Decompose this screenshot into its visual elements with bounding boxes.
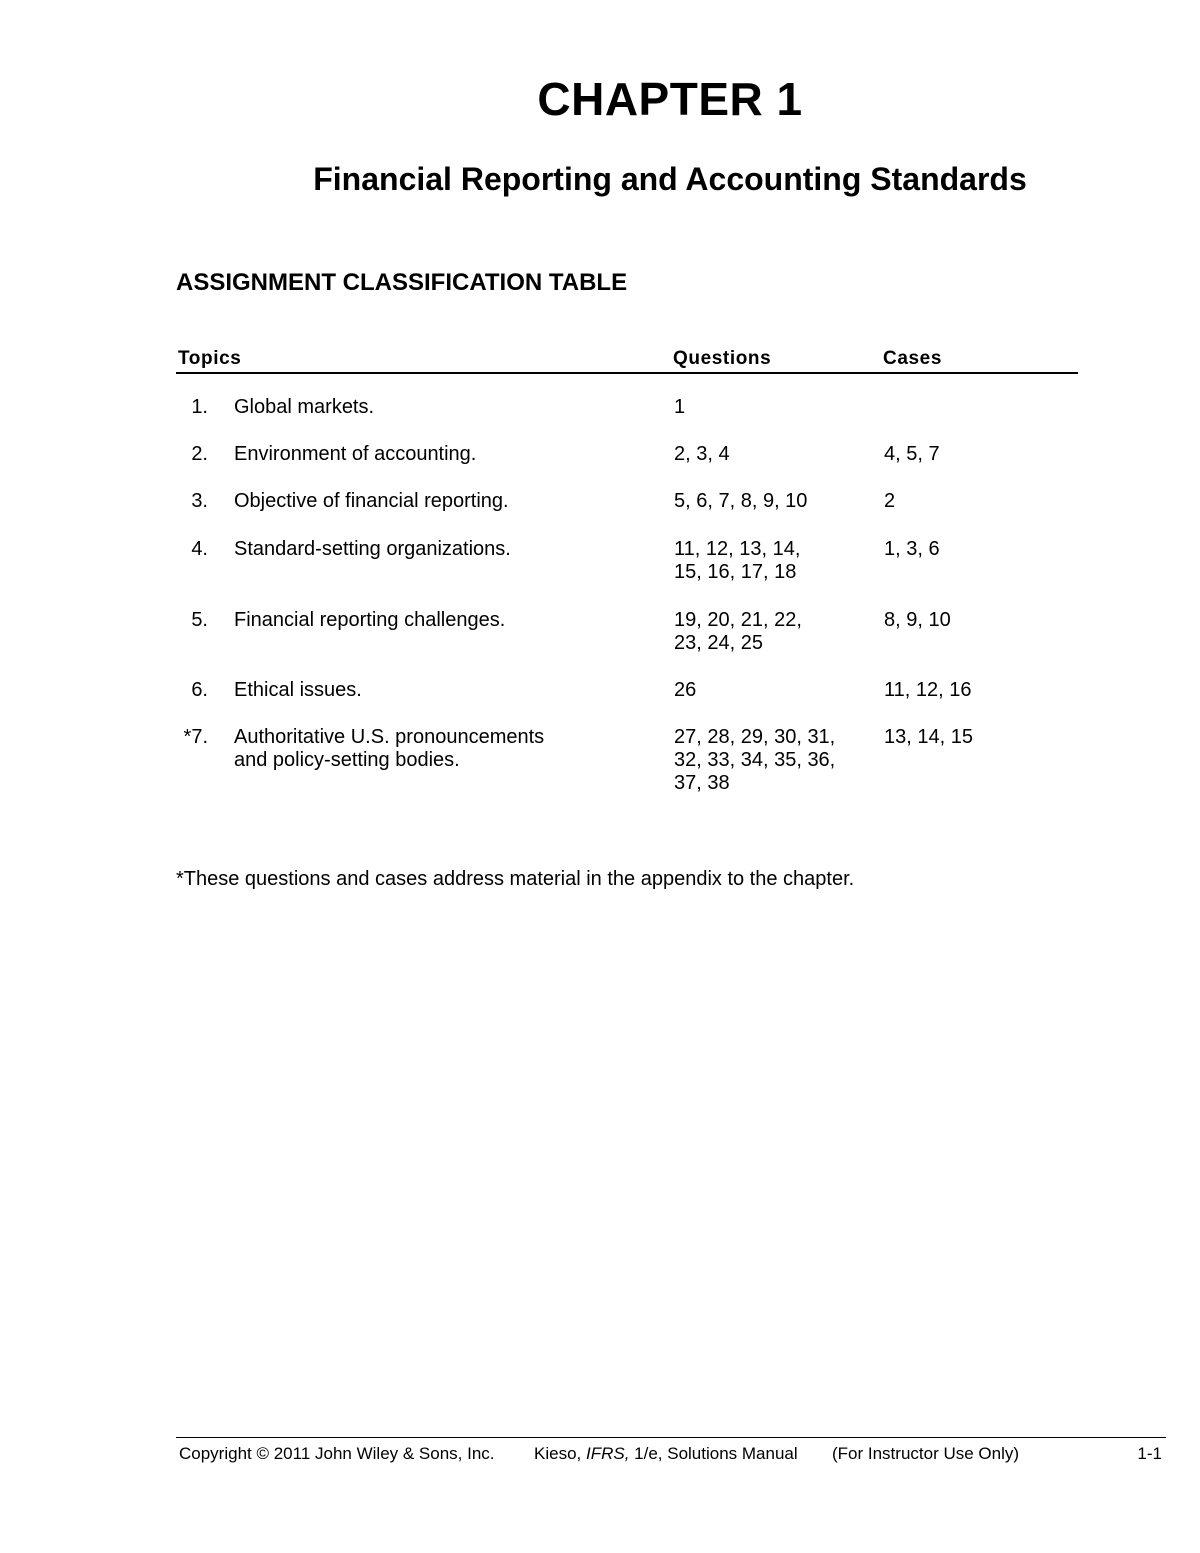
row-questions: 11, 12, 13, 14, 15, 16, 17, 18	[674, 538, 801, 583]
header-questions: Questions	[673, 348, 772, 369]
table-header	[176, 346, 1078, 374]
footnote: *These questions and cases address material in the appendix to the chapter.	[176, 868, 855, 890]
row-topic: Standard-setting organizations.	[234, 538, 511, 560]
row-number: *7.	[183, 726, 208, 748]
section-heading: ASSIGNMENT CLASSIFICATION TABLE	[176, 269, 628, 296]
row-cases: 1, 3, 6	[884, 538, 940, 560]
row-topic: Ethical issues.	[234, 679, 362, 701]
row-topic: Environment of accounting.	[234, 443, 477, 465]
footer-book-title: IFRS,	[585, 1444, 630, 1463]
row-cases: 13, 14, 15	[884, 726, 973, 748]
footer-usage: (For Instructor Use Only)	[832, 1444, 1020, 1463]
footer-page-number: 1-1	[1137, 1444, 1162, 1463]
row-number: 2.	[191, 443, 208, 465]
chapter-subtitle: Financial Reporting and Accounting Standards	[313, 161, 1027, 197]
row-topic: Financial reporting challenges.	[234, 609, 506, 631]
row-topic: Global markets.	[234, 396, 375, 418]
row-questions: 27, 28, 29, 30, 31, 32, 33, 34, 35, 36, 37, 38	[674, 726, 836, 794]
footer-copyright: Copyright © 2011 John Wiley & Sons, Inc.	[179, 1444, 495, 1463]
page-footer	[176, 1437, 1166, 1470]
row-number: 3.	[191, 490, 208, 512]
footer-book	[534, 1444, 798, 1464]
row-number: 6.	[191, 679, 208, 701]
row-number: 4.	[191, 538, 208, 560]
row-questions: 1	[674, 396, 686, 418]
row-cases: 2	[884, 490, 896, 512]
header-cases: Cases	[883, 348, 942, 369]
row-cases: 8, 9, 10	[884, 609, 951, 631]
row-questions: 26	[674, 679, 697, 701]
chapter-title: CHAPTER 1	[537, 73, 803, 125]
row-topic: Objective of financial reporting.	[234, 490, 509, 512]
row-questions: 19, 20, 21, 22, 23, 24, 25	[674, 609, 802, 654]
row-questions: 5, 6, 7, 8, 9, 10	[674, 490, 808, 512]
row-number: 1.	[191, 396, 208, 418]
footer-book-rest: 1/e, Solutions Manual	[629, 1444, 798, 1463]
row-topic: Authoritative U.S. pronouncements and policy-setting bodies.	[234, 726, 545, 771]
footer-book-author: Kieso,	[534, 1444, 586, 1463]
header-topics: Topics	[178, 348, 242, 369]
row-questions: 2, 3, 4	[674, 443, 730, 465]
row-cases: 11, 12, 16	[884, 679, 972, 701]
row-cases: 4, 5, 7	[884, 443, 940, 465]
row-number: 5.	[191, 609, 208, 631]
